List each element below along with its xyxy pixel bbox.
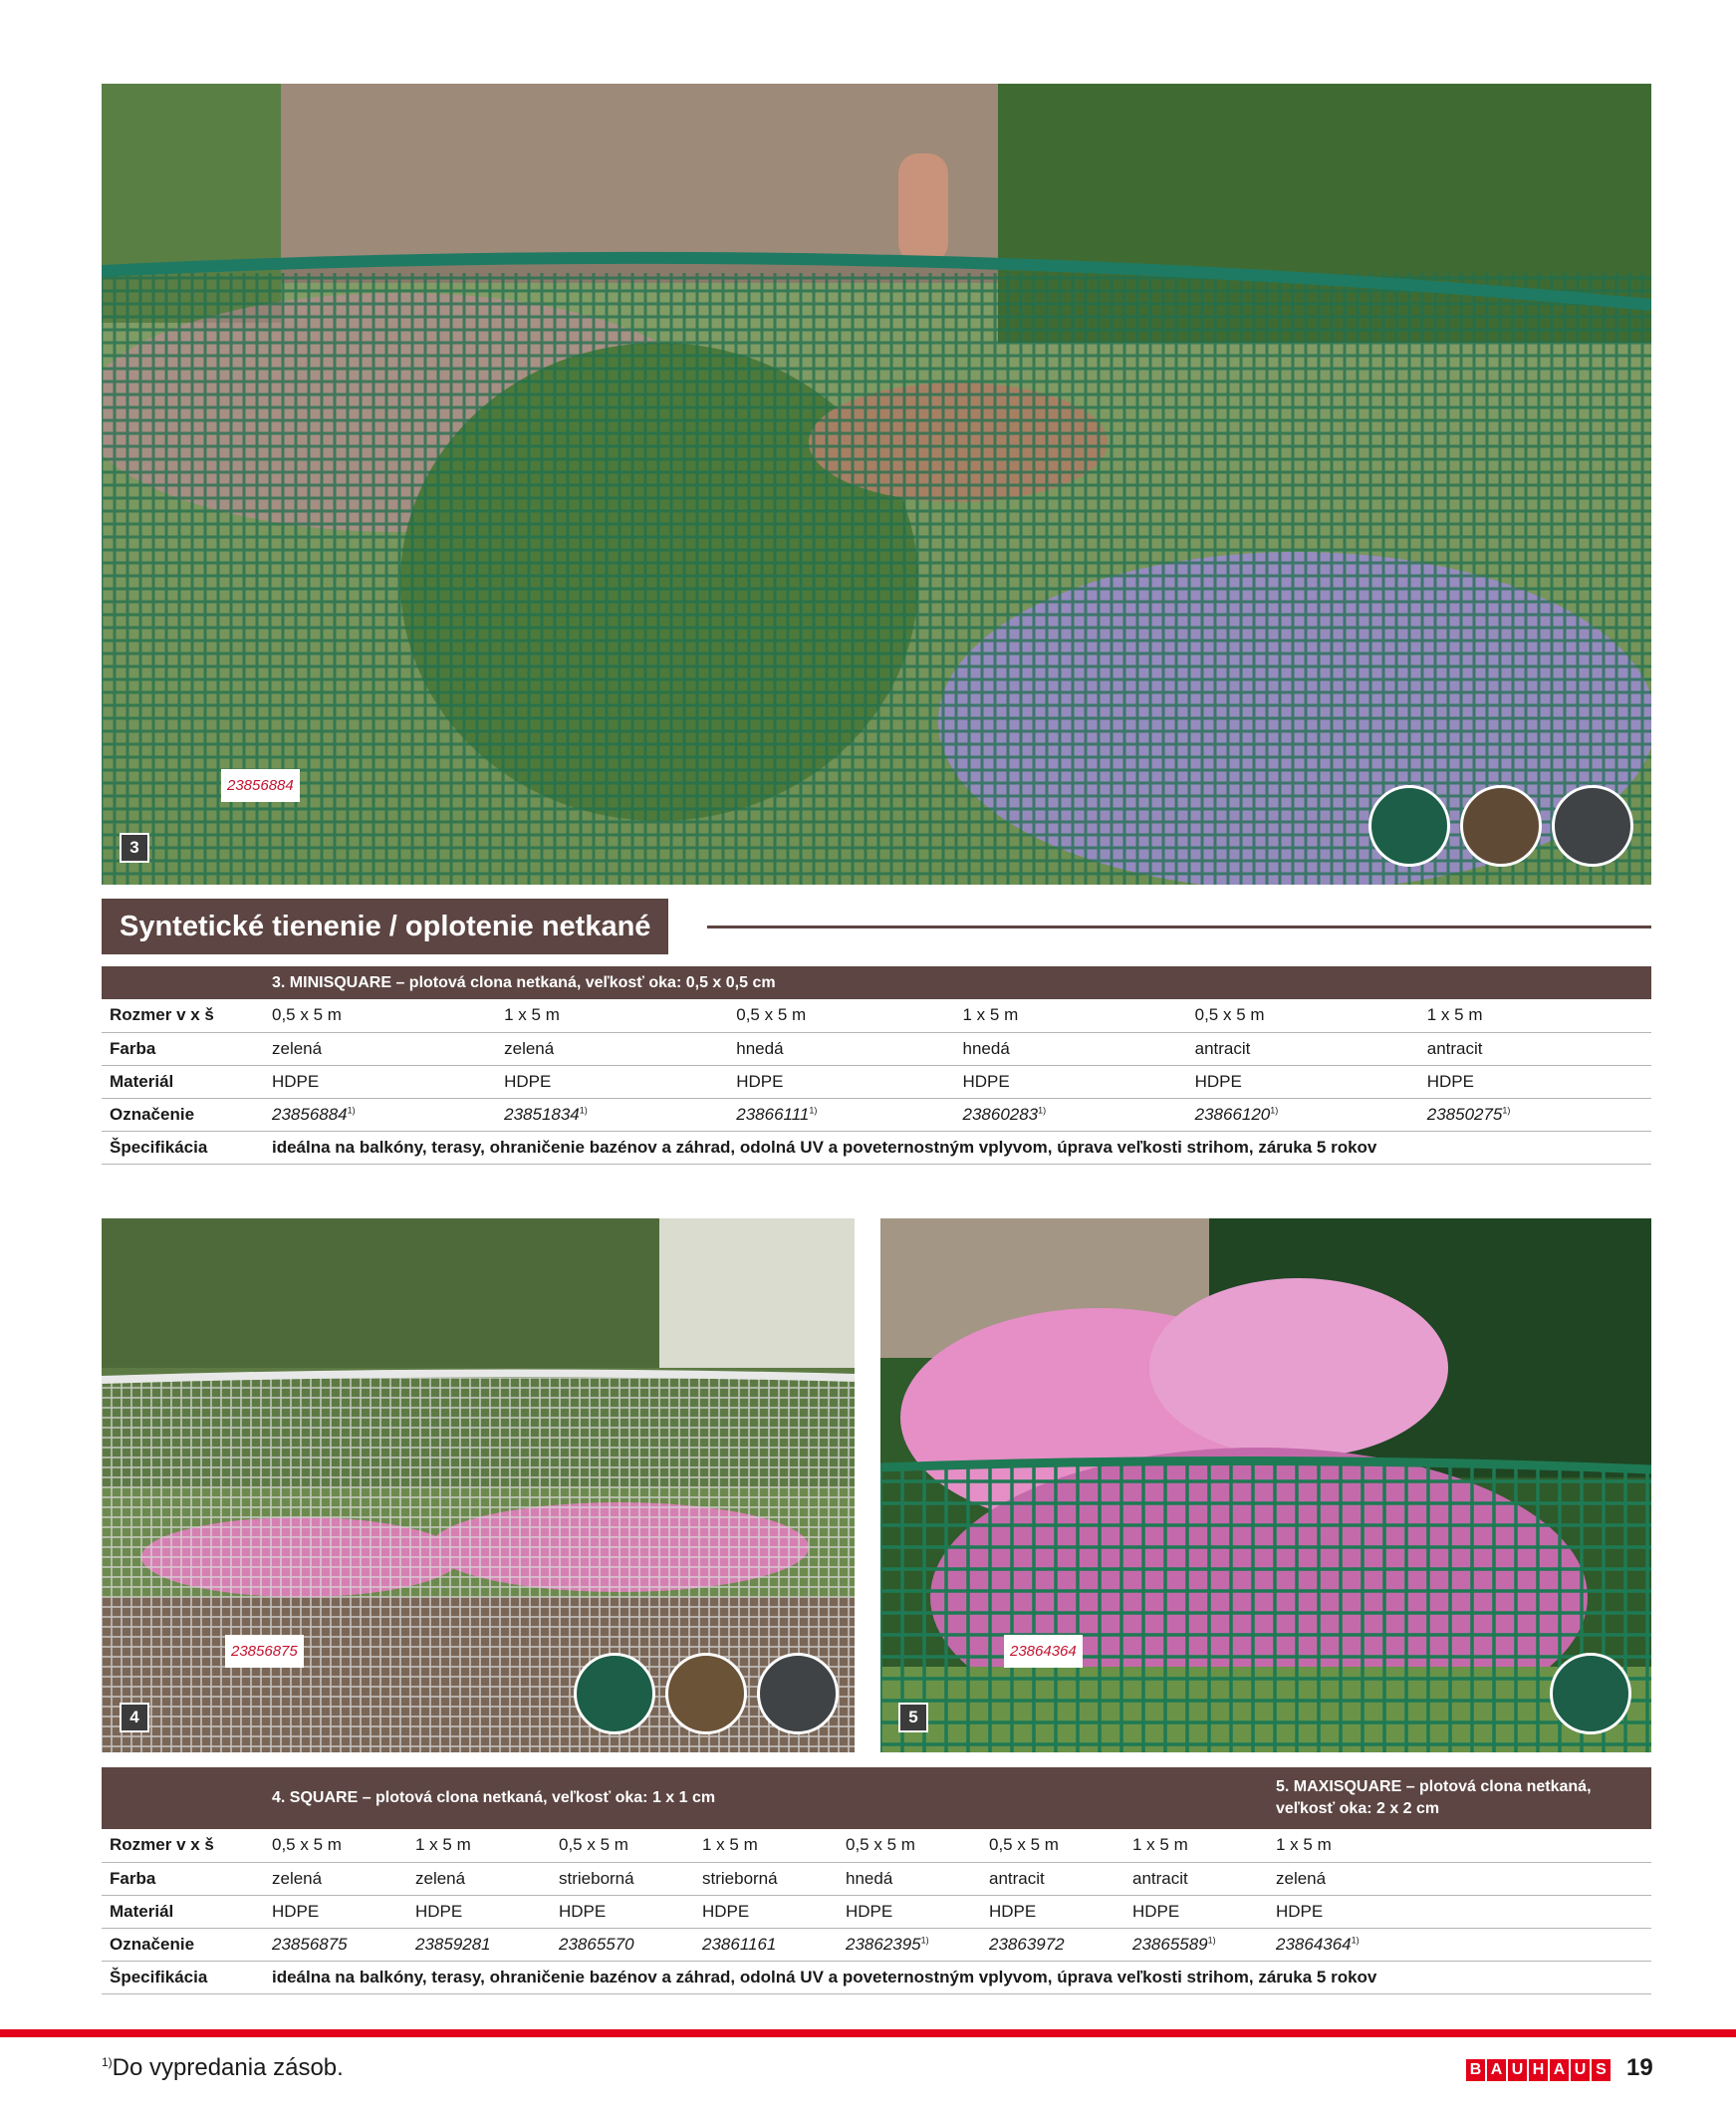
row-label: Špecifikácia (102, 1961, 264, 1993)
product-code: 23865589$^{1)}$ (1124, 1928, 1268, 1961)
table-cell: antracit (981, 1862, 1124, 1895)
table-cell: HDPE (955, 1065, 1187, 1098)
row-label: Farba (102, 1032, 264, 1065)
product-header-line: veľkosť oka: 2 x 2 cm (1276, 1800, 1440, 1817)
table-cell: 1 x 5 m (955, 999, 1187, 1032)
table-cell: 1 x 5 m (496, 999, 728, 1032)
terrace-garden-illustration (102, 1218, 855, 1752)
specification-text: ideálna na balkóny, terasy, ohraničenie bazénov a záhrad, odolná UV a poveternostným vplyvom, úprava veľkosti strihom, záruka 5 rokov (264, 1961, 1651, 1993)
table-cell: hnedá (838, 1862, 981, 1895)
logo-letter: U (1571, 2059, 1590, 2081)
table-cell: 0,5 x 5 m (264, 1829, 407, 1862)
product-code: 23862395$^{1)}$ (838, 1928, 981, 1961)
table-row-color (102, 1032, 1651, 1065)
color-swatch-green (574, 1653, 655, 1734)
photo-minisquare-fence (102, 84, 1651, 885)
table-cell: 0,5 x 5 m (551, 1829, 694, 1862)
garden-fence-illustration (102, 84, 1651, 885)
table-cell: zelená (407, 1862, 551, 1895)
table-cell: antracit (1124, 1862, 1268, 1895)
minisquare-spec-table (102, 966, 1651, 1165)
table-cell: zelená (496, 1032, 728, 1065)
table-cell: zelená (1268, 1862, 1651, 1895)
table-cell: HDPE (981, 1895, 1124, 1928)
table-row-code (102, 1098, 1651, 1131)
product-code: 23859281 (407, 1928, 551, 1961)
specification-text: ideálna na balkóny, terasy, ohraničenie bazénov a záhrad, odolná UV a poveternostným vplyvom, úprava veľkosti strihom, záruka 5 rokov (264, 1131, 1651, 1164)
product-header: 3. MINISQUARE – plotová clona netkaná, veľkosť oka: 0,5 x 0,5 cm (264, 966, 1651, 999)
color-swatch-green (1368, 785, 1450, 867)
table-cell: 1 x 5 m (407, 1829, 551, 1862)
table-cell: 0,5 x 5 m (264, 999, 496, 1032)
logo-letter: H (1529, 2059, 1548, 2081)
product-header (1268, 1767, 1651, 1829)
color-swatch-green (1550, 1653, 1631, 1734)
row-label: Materiál (102, 1895, 264, 1928)
bauhaus-logo (1466, 2059, 1611, 2081)
row-label: Rozmer v x š (102, 999, 264, 1032)
table-row-spec (102, 1961, 1651, 1993)
table-cell: HDPE (838, 1895, 981, 1928)
table-cell: HDPE (264, 1895, 407, 1928)
photo-square-fence (102, 1218, 855, 1752)
product-header: 4. SQUARE – plotová clona netkaná, veľkosť oka: 1 x 1 cm (264, 1767, 1268, 1829)
table-cell: HDPE (1419, 1065, 1651, 1098)
table-cell: HDPE (407, 1895, 551, 1928)
table-cell: zelená (264, 1862, 407, 1895)
table-cell: 0,5 x 5 m (838, 1829, 981, 1862)
logo-letter: A (1487, 2059, 1506, 2081)
rhododendron-fence-illustration (880, 1218, 1651, 1752)
product-code: 23850275$^{1)}$ (1419, 1098, 1651, 1131)
product-code: 23856884$^{1)}$ (264, 1098, 496, 1131)
product-code: 23866120$^{1)}$ (1187, 1098, 1419, 1131)
table-row-code (102, 1928, 1651, 1961)
table-row-material (102, 1065, 1651, 1098)
row-label: Špecifikácia (102, 1131, 264, 1164)
table-row-spec (102, 1131, 1651, 1164)
logo-letter: A (1550, 2059, 1569, 2081)
title-divider (707, 926, 1651, 928)
table-cell: antracit (1187, 1032, 1419, 1065)
row-label: Rozmer v x š (102, 1829, 264, 1862)
table-cell: strieborná (551, 1862, 694, 1895)
table-cell: hnedá (728, 1032, 954, 1065)
color-swatch-anthracite (757, 1653, 839, 1734)
table-cell: hnedá (955, 1032, 1187, 1065)
product-code: 23865570 (551, 1928, 694, 1961)
table-cell: HDPE (264, 1065, 496, 1098)
product-code: 23863972 (981, 1928, 1124, 1961)
product-code: 23866111$^{1)}$ (728, 1098, 954, 1131)
table-cell: 0,5 x 5 m (981, 1829, 1124, 1862)
footer-divider (0, 2029, 1736, 2037)
product-number-badge: 4 (120, 1703, 149, 1732)
row-label: Označenie (102, 1928, 264, 1961)
footnote: $^{1)}$Do vypredania zásob. (102, 2054, 344, 2081)
color-swatch-brown (665, 1653, 747, 1734)
table-cell: HDPE (694, 1895, 838, 1928)
table-cell: 0,5 x 5 m (728, 999, 954, 1032)
square-maxisquare-spec-table (102, 1767, 1651, 1994)
table-cell: HDPE (728, 1065, 954, 1098)
table-cell: HDPE (551, 1895, 694, 1928)
product-code: 23851834$^{1)}$ (496, 1098, 728, 1131)
product-code: 23861161 (694, 1928, 838, 1961)
table-cell: HDPE (1187, 1065, 1419, 1098)
product-code: 23860283$^{1)}$ (955, 1098, 1187, 1131)
product-number-badge: 5 (898, 1703, 928, 1732)
table-cell: zelená (264, 1032, 496, 1065)
table-cell: 1 x 5 m (694, 1829, 838, 1862)
product-header-line: 5. MAXISQUARE – plotová clona netkaná, (1276, 1778, 1592, 1795)
photo-maxisquare-fence (880, 1218, 1651, 1752)
table-cell: antracit (1419, 1032, 1651, 1065)
table-header-row (102, 966, 1651, 999)
color-swatch-brown (1460, 785, 1542, 867)
color-swatch-anthracite (1552, 785, 1633, 867)
logo-letter: B (1466, 2059, 1485, 2081)
sku-tag: 23864364 (1004, 1635, 1083, 1668)
table-row-size (102, 1829, 1651, 1862)
product-code: 23864364$^{1)}$ (1268, 1928, 1651, 1961)
table-row-material (102, 1895, 1651, 1928)
logo-letter: U (1508, 2059, 1527, 2081)
product-code: 23856875 (264, 1928, 407, 1961)
table-cell: 0,5 x 5 m (1187, 999, 1419, 1032)
page-number: 19 (1626, 2054, 1653, 2081)
section-title: Syntetické tienenie / oplotenie netkané (102, 899, 668, 954)
row-label: Materiál (102, 1065, 264, 1098)
logo-letter: S (1592, 2059, 1611, 2081)
sku-tag: 23856875 (225, 1635, 304, 1668)
product-number-badge: 3 (120, 833, 149, 863)
table-cell: 1 x 5 m (1124, 1829, 1268, 1862)
table-cell: HDPE (496, 1065, 728, 1098)
table-row-size (102, 999, 1651, 1032)
table-header-row (102, 1767, 1651, 1829)
table-cell: HDPE (1268, 1895, 1651, 1928)
table-cell: HDPE (1124, 1895, 1268, 1928)
sku-tag: 23856884 (221, 769, 300, 802)
table-cell: strieborná (694, 1862, 838, 1895)
row-label: Označenie (102, 1098, 264, 1131)
row-label: Farba (102, 1862, 264, 1895)
table-cell: 1 x 5 m (1268, 1829, 1651, 1862)
table-row-color (102, 1862, 1651, 1895)
table-cell: 1 x 5 m (1419, 999, 1651, 1032)
